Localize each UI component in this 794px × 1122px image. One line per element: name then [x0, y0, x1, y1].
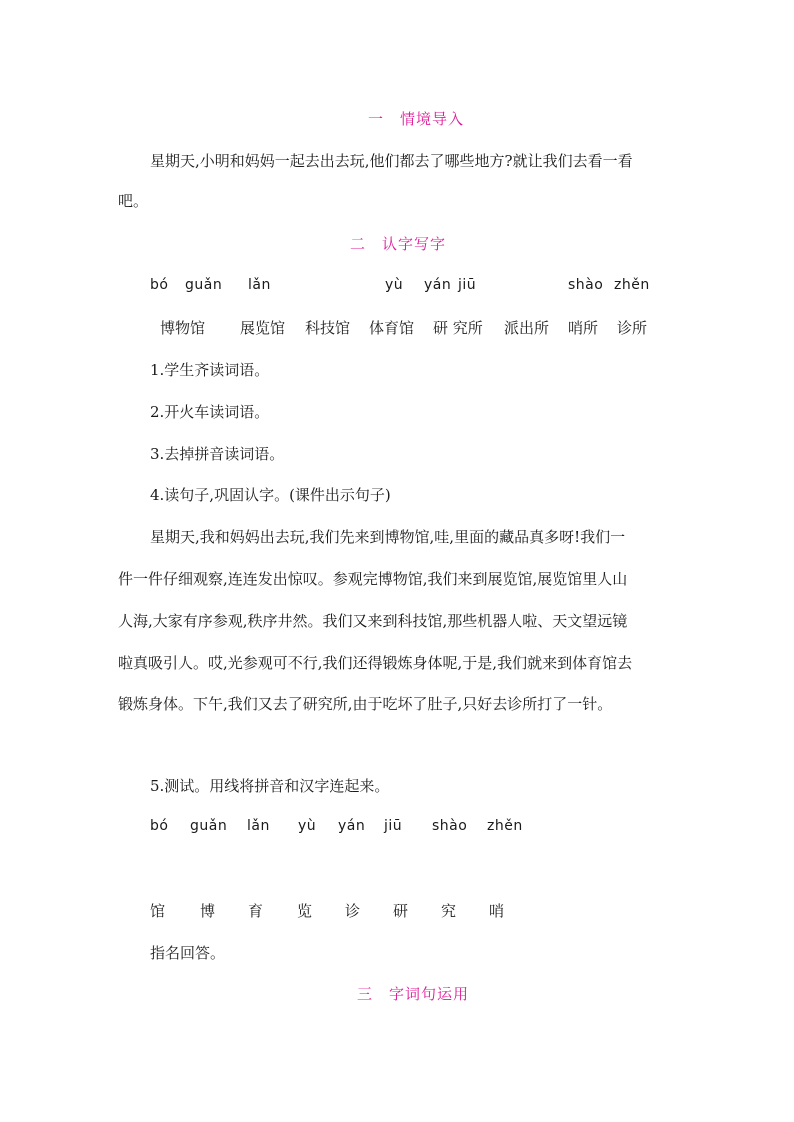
word-shaosuo: 哨所	[568, 319, 599, 337]
test-pinyin-shao: shào	[432, 818, 468, 834]
test-char-guan: 馆	[150, 902, 166, 920]
word-kejiguan: 科技馆	[305, 319, 351, 337]
passage-line-4: 啦真吸引人。哎,光参观可不行,我们还得锻炼身体呢,于是,我们就来到体育馆去	[118, 654, 633, 672]
pinyin-jiu: jiū	[458, 277, 477, 293]
pinyin-yu: yù	[385, 277, 404, 293]
word-yanjiusuo: 研 究所	[433, 319, 483, 337]
test-pinyin-yan: yán	[338, 818, 366, 834]
word-zhanlanguan: 展览馆	[240, 319, 286, 337]
test-char-yu: 育	[248, 902, 264, 920]
word-bowuguan: 博物馆	[160, 319, 206, 337]
pinyin-zhen: zhěn	[614, 277, 650, 293]
test-instruction: 5.测试。用线将拼音和汉字连起来。	[150, 777, 390, 795]
test-char-yan: 研	[393, 902, 409, 920]
intro-line-1: 星期天,小明和妈妈一起去出去玩,他们都去了哪些地方?就让我们去看一看	[150, 152, 633, 170]
test-pinyin-lan: lǎn	[247, 818, 270, 834]
test-pinyin-guan: guǎn	[190, 818, 228, 834]
test-char-jiu: 究	[441, 902, 457, 920]
passage-line-1: 星期天,我和妈妈出去玩,我们先来到博物馆,哇,里面的藏品真多呀!我们一	[150, 528, 626, 546]
step-3: 3.去掉拼音读词语。	[150, 445, 285, 463]
word-tiyuguan: 体育馆	[369, 319, 415, 337]
step-2: 2.开火车读词语。	[150, 403, 270, 421]
word-paichusuo: 派出所	[504, 319, 550, 337]
pinyin-shao: shào	[568, 277, 604, 293]
pinyin-lan: lǎn	[248, 277, 271, 293]
pinyin-guan: guǎn	[185, 277, 223, 293]
test-pinyin-bo: bó	[150, 818, 169, 834]
section-heading-3: 三 字词句运用	[357, 985, 470, 1003]
step-1: 1.学生齐读词语。	[150, 361, 270, 379]
pinyin-bo: bó	[150, 277, 169, 293]
section-heading-1: 一 情境导入	[368, 110, 465, 128]
intro-line-2: 吧。	[118, 192, 149, 210]
test-pinyin-zhen: zhěn	[487, 818, 523, 834]
passage-line-5: 锻炼身体。下午,我们又去了研究所,由于吃坏了肚子,只好去诊所打了一针。	[118, 695, 613, 713]
test-char-lan: 览	[297, 902, 313, 920]
passage-line-2: 件一件仔细观察,连连发出惊叹。参观完博物馆,我们来到展览馆,展览馆里人山	[118, 570, 628, 588]
test-char-zhen: 诊	[345, 902, 361, 920]
step-4: 4.读句子,巩固认字。(课件出示句子)	[150, 486, 391, 504]
test-char-shao: 哨	[489, 902, 505, 920]
passage-line-3: 人海,大家有序参观,秩序井然。我们又来到科技馆,那些机器人啦、天文望远镜	[118, 612, 628, 630]
answer-note: 指名回答。	[150, 944, 226, 962]
test-char-bo: 博	[200, 902, 216, 920]
section-heading-2: 二 认字写字	[350, 235, 447, 253]
test-pinyin-jiu: jiū	[384, 818, 403, 834]
test-pinyin-yu: yù	[298, 818, 317, 834]
word-zhensuo: 诊所	[617, 319, 648, 337]
pinyin-yan: yán	[424, 277, 452, 293]
